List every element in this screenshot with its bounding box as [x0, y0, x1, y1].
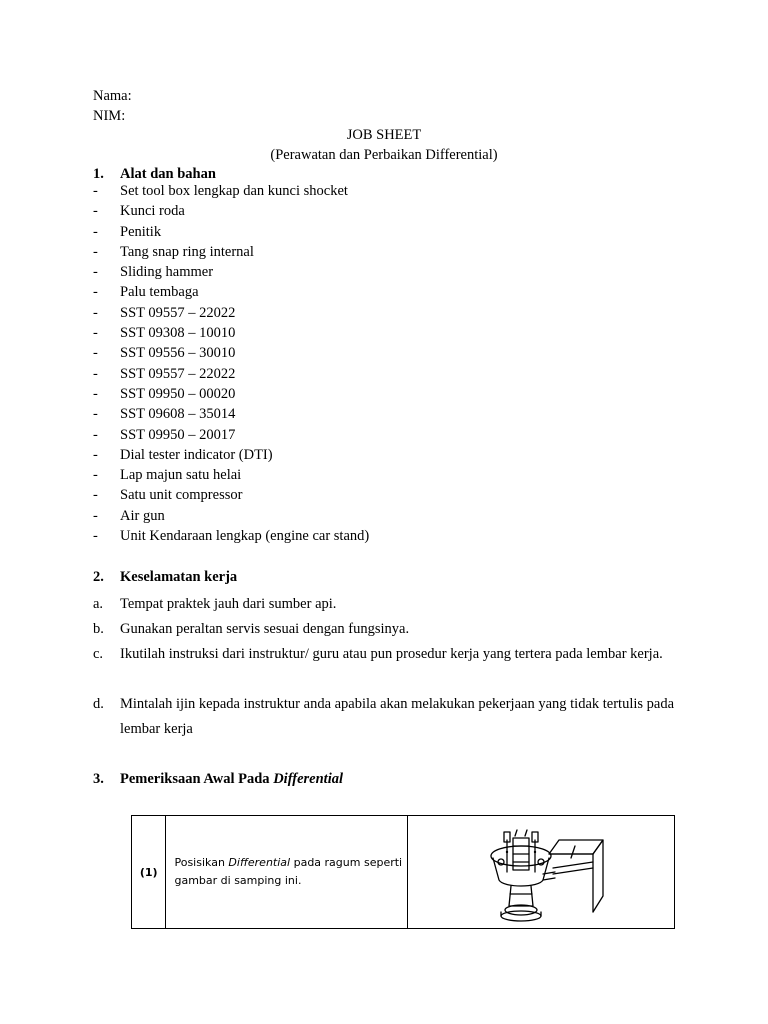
step-table	[131, 815, 675, 929]
bullet-dash: -	[93, 365, 98, 382]
bullet-dash: -	[93, 446, 98, 463]
list-item	[93, 445, 369, 465]
list-item	[93, 592, 693, 617]
step-text-italic: Differential	[228, 856, 291, 869]
section-2-heading	[93, 567, 237, 587]
list-item-text: SST 09950 – 20017	[120, 426, 236, 443]
section-3-title-prefix: Pemeriksaan Awal Pada	[120, 771, 274, 787]
section-3-number: 3.	[93, 771, 104, 787]
list-item	[93, 642, 693, 692]
list-item-letter: d.	[93, 696, 104, 712]
list-item-text: Palu tembaga	[120, 284, 199, 301]
list-item-text: SST 09950 – 00020	[120, 385, 236, 402]
safety-list	[93, 592, 693, 742]
list-item-text: Gunakan peraltan servis sesuai dengan fungsinya.	[120, 621, 410, 637]
bullet-dash: -	[93, 223, 98, 240]
list-item-text: Tang snap ring internal	[120, 243, 254, 260]
list-item	[93, 425, 369, 445]
bullet-dash: -	[93, 507, 98, 524]
bullet-dash: -	[93, 203, 98, 220]
differential-in-vise-illustration	[471, 822, 611, 922]
list-item-letter: a.	[93, 596, 104, 612]
list-item-text: Set tool box lengkap dan kunci shocket	[120, 183, 348, 199]
step-number: (1)	[132, 816, 166, 929]
nim-label: NIM:	[93, 108, 126, 124]
bullet-dash: -	[93, 345, 98, 362]
list-item	[93, 485, 369, 505]
page-title: JOB SHEET	[346, 127, 422, 143]
list-item-text: Unit Kendaraan lengkap (engine car stand)	[120, 528, 370, 545]
list-item	[93, 364, 369, 384]
list-item-text: Penitik	[120, 223, 162, 240]
list-item	[93, 262, 369, 282]
list-item	[93, 404, 369, 424]
list-item-text: Lap majun satu helai	[120, 467, 242, 484]
bullet-dash: -	[93, 487, 98, 504]
step-description	[166, 816, 408, 929]
tools-list	[93, 181, 369, 546]
list-item-text: Dial tester indicator (DTI)	[120, 446, 273, 463]
list-item	[93, 384, 369, 404]
list-item-text: Tempat praktek jauh dari sumber api.	[120, 596, 337, 612]
page-subtitle: (Perawatan dan Perbaikan Differential)	[270, 147, 498, 163]
section-3-title-italic: Differential	[273, 771, 343, 787]
bullet-dash: -	[93, 325, 98, 342]
list-item	[93, 201, 369, 221]
list-item	[93, 692, 693, 742]
list-item-text: SST 09308 – 10010	[120, 325, 236, 342]
bullet-dash: -	[93, 284, 98, 301]
list-item	[93, 617, 693, 642]
bullet-dash: -	[93, 243, 98, 260]
list-item	[93, 526, 369, 546]
list-item	[93, 282, 369, 302]
list-item	[93, 323, 369, 343]
bullet-dash: -	[93, 528, 98, 545]
section-1-title: Alat dan bahan	[120, 166, 216, 182]
bullet-dash: -	[93, 385, 98, 402]
list-item	[93, 242, 369, 262]
list-item-text: SST 09556 – 30010	[120, 345, 236, 362]
step-text-prefix: Posisikan	[174, 856, 229, 869]
list-item-text: SST 09557 – 22022	[120, 304, 236, 321]
bullet-dash: -	[93, 304, 98, 321]
step-text-suffix: pada ragum seperti gambar di samping ini.	[174, 856, 403, 887]
bullet-dash: -	[93, 183, 98, 199]
table-row	[132, 816, 675, 929]
list-item-text: Satu unit compressor	[120, 487, 243, 504]
list-item-letter: b.	[93, 621, 104, 637]
list-item-text: Mintalah ijin kepada instruktur anda apabila akan melakukan pekerjaan yang tidak tertulis pada lembar kerja	[120, 696, 675, 737]
list-item-text: SST 09608 – 35014	[120, 406, 236, 423]
list-item	[93, 506, 369, 526]
list-item-text: Air gun	[120, 507, 165, 524]
list-item	[93, 303, 369, 323]
list-item	[93, 222, 369, 242]
section-3-heading	[93, 769, 343, 789]
section-2-number: 2.	[93, 569, 104, 585]
list-item-text: Ikutilah instruksi dari instruktur/ guru atau pun prosedur kerja yang tertera pada lembar kerja.	[120, 646, 663, 662]
section-2-title: Keselamatan kerja	[120, 569, 238, 585]
list-item	[93, 465, 369, 485]
bullet-dash: -	[93, 406, 98, 423]
step-illustration-cell	[408, 816, 675, 929]
list-item-text: Kunci roda	[120, 203, 185, 220]
list-item-text: SST 09557 – 22022	[120, 365, 236, 382]
list-item-text: Sliding hammer	[120, 264, 214, 281]
list-item-letter: c.	[93, 646, 104, 662]
bullet-dash: -	[93, 264, 98, 281]
bullet-dash: -	[93, 467, 98, 484]
bullet-dash: -	[93, 426, 98, 443]
nama-label: Nama:	[93, 88, 132, 104]
list-item	[93, 181, 369, 201]
list-item	[93, 343, 369, 363]
section-1-number: 1.	[93, 166, 104, 182]
